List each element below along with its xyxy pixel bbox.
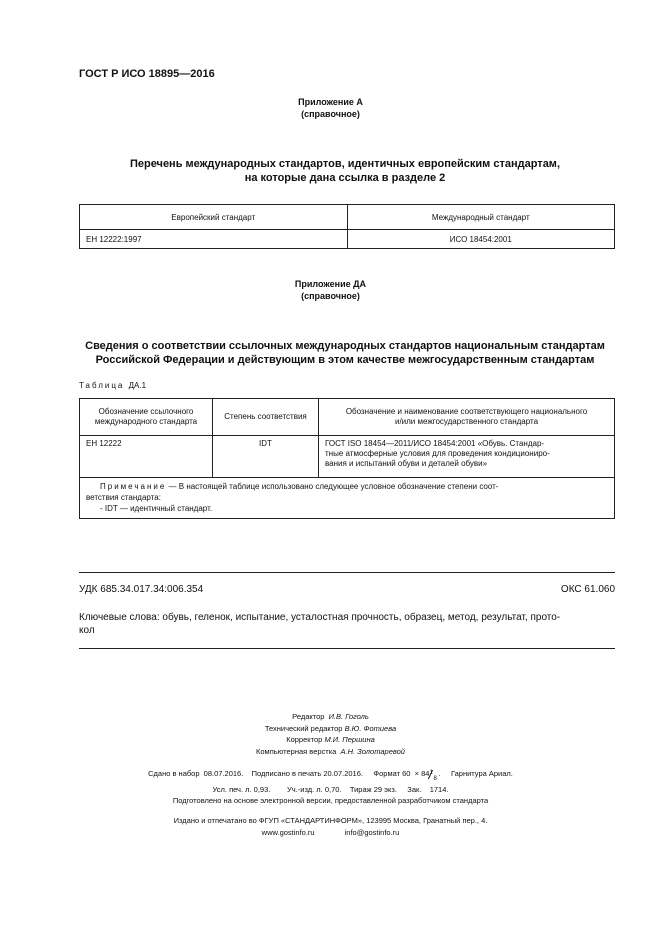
header-national-standard [319,399,615,436]
fraction-numerator: 1 [429,770,433,777]
footer-bottom-rule [79,648,615,649]
print-info-line1-b: . Гарнитура Ариал. [438,769,513,778]
header-reference-standard [80,399,213,436]
header-international-standard: Международный стандарт [347,205,615,230]
credit-tech-editor [0,723,661,735]
table-caption [79,381,146,390]
editor-name: И.В. Гоголь [328,712,369,721]
table-caption-number: ДА.1 [128,381,147,390]
appendix-a-label: Приложение А [298,97,363,107]
table-row [80,230,615,249]
appendix-a-heading [70,157,620,185]
note-line1 [100,481,608,492]
header-reference-standard-line2: международного стандарта [94,417,198,426]
cell-gost-iso-18454 [319,436,615,478]
document-code: ГОСТ Р ИСО 18895—2016 [79,68,215,80]
note-label: Примечание [100,482,167,491]
cell-gost-line3: вания и испытаний обуви и деталей обуви» [325,459,488,468]
table-caption-label: Таблица [79,381,125,390]
cell-gost-line2: тные атмосферные условия для проведения кондициониро- [325,449,550,458]
fraction-denominator: 8 [433,776,437,783]
udk-code: УДК 685.34.017.34:006.354 [79,584,204,595]
publisher-address: Издано и отпечатано во ФГУП «СТАНДАРТИНФОРМ», 123995 Москва, Гранатный пер., 4. [173,816,488,825]
corrector-label: Корректор [286,735,323,744]
print-info [0,768,661,807]
appendix-da-subtitle: (справочное) [301,291,360,301]
cell-iso-standard: ИСО 18454:2001 [347,230,615,249]
note-line2: ветствия стандарта: [86,493,161,502]
keywords [79,611,615,637]
credits [0,711,661,757]
cell-en-standard: ЕН 12222:1997 [80,230,348,249]
keywords-line2: кол [79,625,95,636]
credit-editor [0,711,661,723]
header-reference-standard-line1: Обозначение ссылочного [98,407,194,416]
header-national-standard-line1: Обозначение и наименование соответствующего национального [345,407,588,416]
corrector-name: М.И. Першина [324,735,375,744]
credit-corrector [0,734,661,746]
keywords-line1: Ключевые слова: обувь, геленок, испытание, усталостная прочность, образец, метод, результат, прото- [79,612,561,623]
table-note [80,478,615,519]
appendix-da-title [0,278,661,302]
print-info-line2: Усл. печ. л. 0,93. Уч.-изд. л. 0,70. Тираж 29 экз. Зак. 1714. [212,784,449,794]
appendix-a-subtitle: (справочное) [301,109,360,119]
table-header-row [80,205,615,230]
layout-label: Компьютерная верстка [256,746,337,756]
cell-en-12222: ЕН 12222 [80,436,213,478]
credit-layout [0,746,661,758]
tech-editor-label: Технический редактор [264,723,343,733]
footer-top-rule [79,572,615,573]
appendix-da-heading [50,339,640,367]
header-national-standard-line2: и/или межгосударственного стандарта [394,417,539,426]
layout-name: А.Н. Золотаревой [340,746,405,756]
cell-gost-line1: ГОСТ ISO 18454—2011/ИСО 18454:2001 «Обувь. Стандар- [325,439,545,448]
appendix-a-table [79,204,615,249]
appendix-da-label: Приложение ДА [294,279,367,289]
publisher-contacts [0,827,661,839]
print-info-line1-a: Сдано в набор 08.07.2016. Подписано в печать 20.07.2016. Формат 60 × 84 [148,769,430,778]
appendix-a-heading-line1: Перечень международных стандартов, идентичных европейским стандартам, [129,158,561,170]
print-info-line3: Подготовлено на основе электронной версии, предоставленной разработчиком стандарта [172,796,489,805]
appendix-da-heading-line1: Сведения о соответствии ссылочных международных стандартов национальным стандартам [85,340,605,352]
tech-editor-name: В.Ю. Фотиева [344,723,397,733]
table-row [80,436,615,478]
note-line1-text: — В настоящей таблице использовано следующее условное обозначение степени соот- [166,482,499,491]
table-note-row [80,478,615,519]
header-conformity-degree: Степень соответствия [213,399,319,436]
publisher-info [0,815,661,838]
editor-label: Редактор [292,712,325,721]
header-european-standard: Европейский стандарт [80,205,348,230]
publisher-website[interactable]: www.gostinfo.ru [261,827,315,837]
print-info-line1 [0,768,661,783]
table-header-row [80,399,615,436]
appendix-a-heading-line2: на которые дана ссылка в разделе 2 [244,172,446,184]
appendix-da-heading-line2: Российской Федерации и действующим в этом качестве межгосударственным стандартам [95,354,595,366]
cell-idt: IDT [213,436,319,478]
appendix-da-table [79,398,615,519]
note-line3: - IDT — идентичный стандарт. [100,504,213,513]
publisher-email[interactable]: info@gostinfo.ru [344,827,400,837]
appendix-a-title [0,96,661,120]
oks-code: ОКС 61.060 [560,584,615,595]
